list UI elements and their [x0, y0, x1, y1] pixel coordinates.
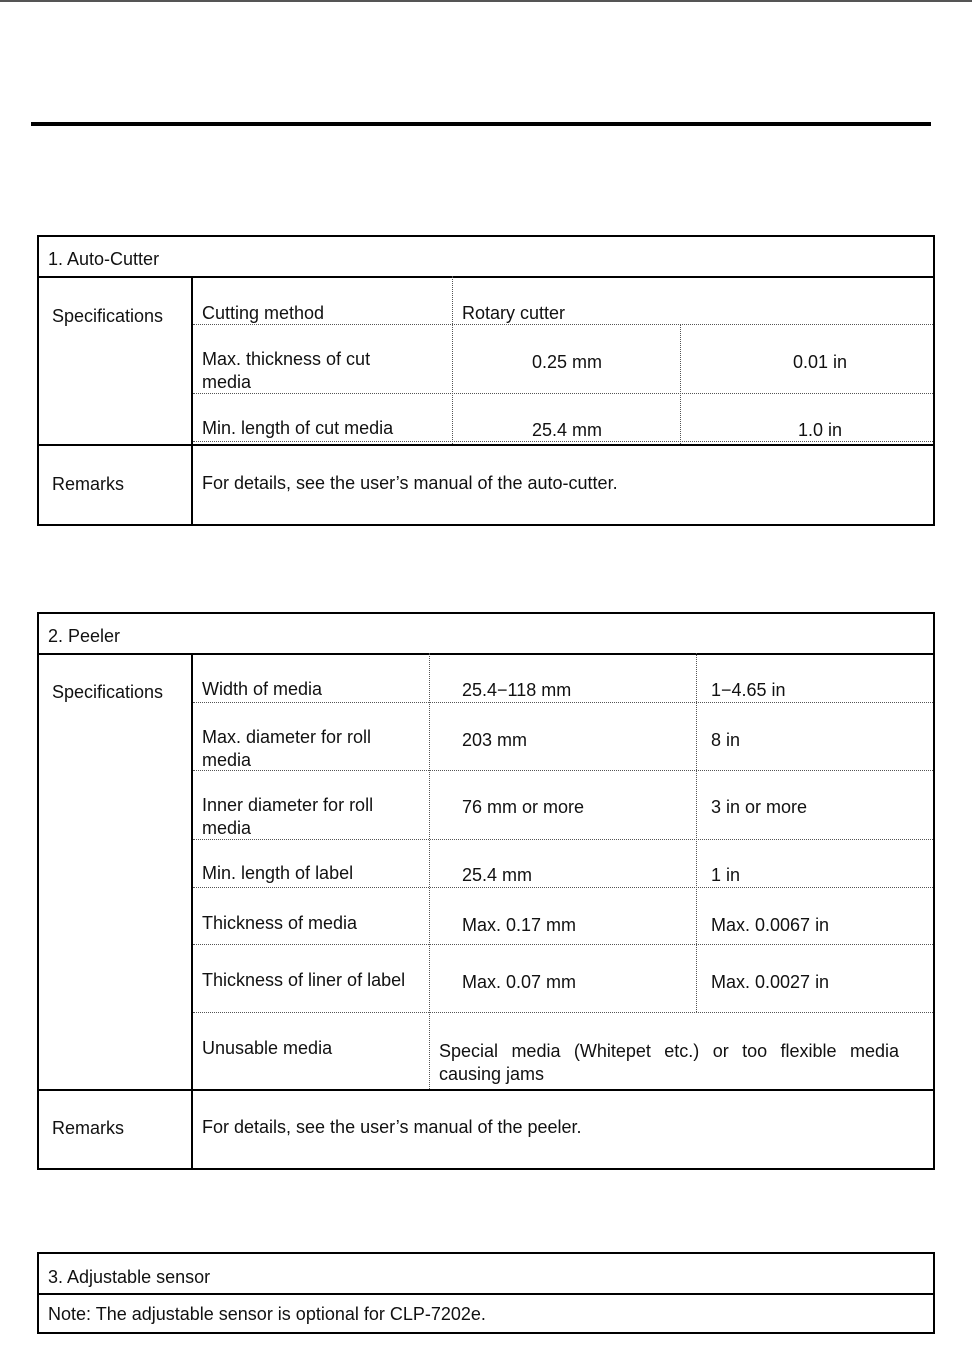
peeler-remarks-label: Remarks [52, 1118, 125, 1138]
table-row-item: Max. diameter for roll media [202, 727, 372, 770]
table-row-inch: 3 in or more [711, 797, 808, 817]
table-row-inch: 0.01 in [792, 352, 848, 372]
peeler-title: 2. Peeler [48, 626, 121, 646]
table-row-item: Thickness of liner of label [202, 970, 406, 990]
auto-cutter-spec-label: Specifications [52, 306, 164, 326]
auto-cutter-title: 1. Auto-Cutter [48, 249, 160, 269]
table-row-item: Cutting method [202, 303, 325, 323]
table-row-item: Inner diameter for roll media [202, 795, 374, 838]
section-rule [31, 122, 931, 126]
auto-cutter-table [37, 235, 935, 526]
table-row-inch: 1 in [711, 865, 741, 885]
table-row-mm: Max. 0.07 mm [462, 972, 577, 992]
table-row-inch: 1.0 in [797, 420, 843, 440]
adjustable-sensor-table [37, 1252, 935, 1334]
table-row-mm: 0.25 mm [531, 352, 603, 372]
table-row-item: Max. thickness of cut media [202, 349, 371, 392]
table-row-inch: Max. 0.0027 in [711, 972, 830, 992]
table-row-value: Special media (Whitepet etc.) or too flexible media causing jams [439, 1041, 899, 1084]
table-row-mm: 76 mm or more [462, 797, 585, 817]
adjustable-sensor-note: Note: The adjustable sensor is optional for CLP-7202e. [48, 1304, 486, 1324]
peeler-spec-label: Specifications [52, 682, 164, 702]
table-row-mm: Max. 0.17 mm [462, 915, 577, 935]
peeler-table [37, 612, 935, 1170]
table-row-item: Width of media [202, 679, 323, 699]
auto-cutter-remarks-label: Remarks [52, 474, 125, 494]
table-row-item: Min. length of cut media [202, 418, 394, 438]
table-row-value: Rotary cutter [462, 303, 566, 323]
adjustable-sensor-title: 3. Adjustable sensor [48, 1267, 211, 1287]
table-row-inch: 1−4.65 in [711, 680, 786, 700]
table-row-mm: 25.4 mm [462, 865, 533, 885]
top-rule [0, 0, 972, 2]
table-row-mm: 25.4−118 mm [462, 680, 572, 700]
table-row-item: Unusable media [202, 1038, 333, 1058]
table-row-item: Min. length of label [202, 863, 354, 883]
peeler-remarks: For details, see the user’s manual of the peeler. [202, 1117, 582, 1137]
table-row-mm: 25.4 mm [531, 420, 603, 440]
auto-cutter-remarks: For details, see the user’s manual of the auto-cutter. [202, 473, 618, 493]
table-row-item: Thickness of media [202, 913, 358, 933]
table-row-mm: 203 mm [462, 730, 528, 750]
table-row-inch: 8 in [711, 730, 741, 750]
table-row-inch: Max. 0.0067 in [711, 915, 830, 935]
